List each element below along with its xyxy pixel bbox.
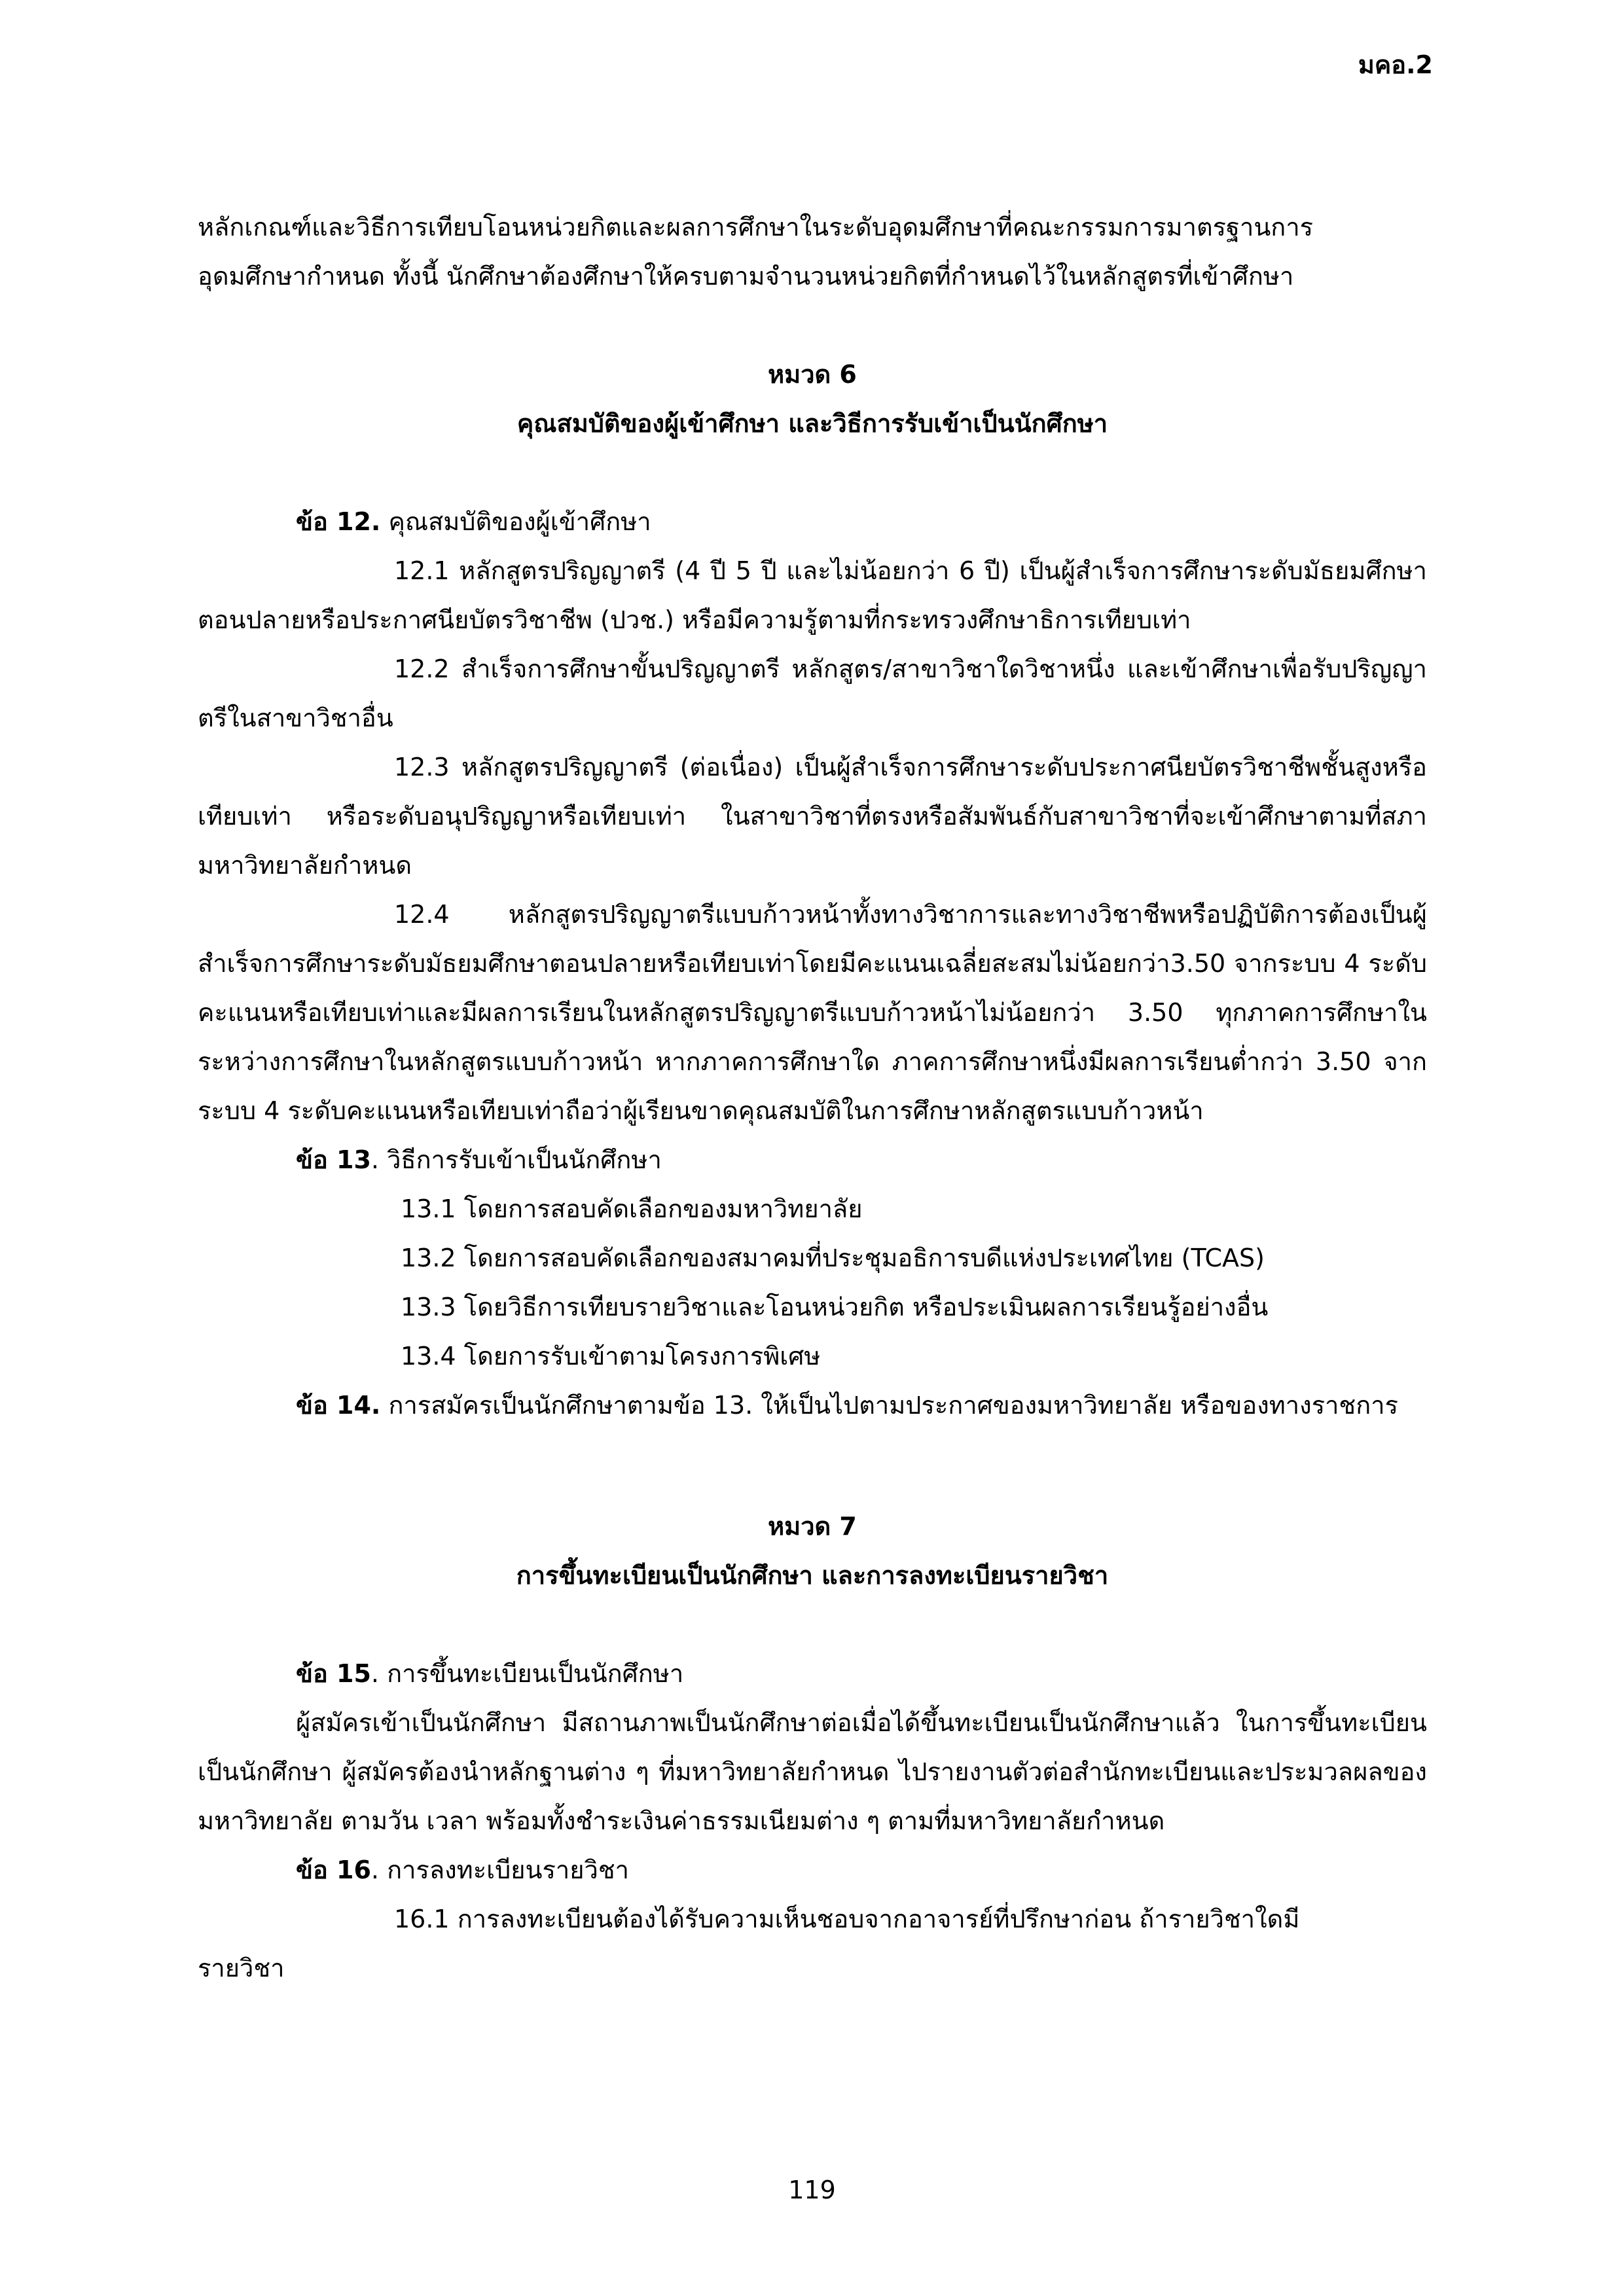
item-13-title: . วิธีการรับเข้าเป็นนักศึกษา [370, 1145, 662, 1174]
item-12-3: 12.3 หลักสูตรปริญญาตรี (ต่อเนื่อง) เป็นผู้สำเร็จการศึกษาระดับประกาศนียบัตรวิชาชีพชั้นสูงหรือเทียบเท่า หรือระดับอนุปริญญาหรือเทียบเท่า ในสาขาวิชาที่ตรงหรือสัมพันธ์กับสาขาวิชาที่จะเข้าศึกษาตามที่สภามหาวิทยาลัยกำหนด [198, 753, 1427, 880]
item-15-title: . การขึ้นทะเบียนเป็นนักศึกษา [370, 1659, 684, 1688]
document-code: มคอ.2 [1358, 50, 1433, 79]
section-7-heading: หมวด 7 [768, 1512, 857, 1541]
item-16-heading [198, 1846, 1427, 1895]
intro-line-1: หลักเกณฑ์และวิธีการเทียบโอนหน่วยกิตและผลการศึกษาในระดับอุดมศึกษาที่คณะกรรมการมาตรฐานการ [198, 213, 1314, 242]
item-13-3: 13.3 โดยวิธีการเทียบรายวิชาและโอนหน่วยกิต หรือประเมินผลการเรียนรู้อย่างอื่น [401, 1293, 1269, 1321]
item-12-1: 12.1 หลักสูตรปริญญาตรี (4 ปี 5 ปี และไม่น้อยกว่า 6 ปี) เป็นผู้สำเร็จการศึกษาระดับมัธยมศึกษาตอนปลายหรือประกาศนียบัตรวิชาชีพ (ปวช.) หรือมีความรู้ตามที่กระทรวงศึกษาธิการเทียบเท่า [198, 556, 1427, 634]
item-12-title: คุณสมบัติของผู้เข้าศึกษา [380, 507, 651, 536]
intro-line-2: อุดมศึกษากำหนด ทั้งนี้ นักศึกษาต้องศึกษาให้ครบตามจำนวนหน่วยกิตที่กำหนดไว้ในหลักสูตรที่เข้าศึกษา [198, 262, 1294, 291]
section-6-title: คุณสมบัติของผู้เข้าศึกษา และวิธีการรับเข้าเป็นนักศึกษา [516, 409, 1108, 438]
item-12-4: 12.4 หลักสูตรปริญญาตรีแบบก้าวหน้าทั้งทางวิชาการและทางวิชาชีพหรือปฏิบัติการต้องเป็นผู้สำเร็จการศึกษาระดับมัธยมศึกษาตอนปลายหรือเทียบเท่าโดยมีคะแนนเฉลี่ยสะสมไม่น้อยกว่า3.50 จากระบบ 4 ระดับคะแนนหรือเทียบเท่าและมีผลการเรียนในหลักสูตรปริญญาตรีแบบก้าวหน้าไม่น้อยกว่า 3.50 ทุกภาคการศึกษาในระหว่างการศึกษาในหลักสูตรแบบก้าวหน้า หากภาคการศึกษาใด ภาคการศึกษาหนึ่งมีผลการเรียนต่ำกว่า 3.50 จากระบบ 4 ระดับคะแนนหรือเทียบเท่าถือว่าผู้เรียนขาดคุณสมบัติในการศึกษาหลักสูตรแบบก้าวหน้า [198, 900, 1427, 1125]
page-number: 119 [788, 2176, 836, 2204]
section-7-title: การขึ้นทะเบียนเป็นนักศึกษา และการลงทะเบียนรายวิชา [516, 1561, 1109, 1590]
document-body [198, 203, 1427, 1993]
item-12-label: ข้อ 12. [296, 507, 381, 536]
item-13-2: 13.2 โดยการสอบคัดเลือกของสมาคมที่ประชุมอธิการบดีแห่งประเทศไทย (TCAS) [401, 1244, 1265, 1272]
item-16-title: . การลงทะเบียนรายวิชา [370, 1856, 629, 1884]
item-14 [198, 1381, 1427, 1430]
item-15-heading [198, 1649, 1427, 1698]
item-16-label: ข้อ 16 [296, 1856, 371, 1884]
section-6-heading: หมวด 6 [768, 360, 857, 389]
item-16-trailing: รายวิชา [198, 1954, 285, 1982]
item-16-1: 16.1 การลงทะเบียนต้องได้รับความเห็นชอบจากอาจารย์ที่ปรึกษาก่อน ถ้ารายวิชาใดมี [394, 1905, 1300, 1933]
item-13-label: ข้อ 13 [296, 1145, 371, 1174]
item-13-4: 13.4 โดยการรับเข้าตามโครงการพิเศษ [401, 1342, 821, 1371]
item-14-label: ข้อ 14. [296, 1391, 381, 1420]
item-14-text: การสมัครเป็นนักศึกษาตามข้อ 13. ให้เป็นไปตามประกาศของมหาวิทยาลัย หรือของทางราชการ [380, 1391, 1398, 1420]
item-15-text: ผู้สมัครเข้าเป็นนักศึกษา มีสถานภาพเป็นนักศึกษาต่อเมื่อได้ขึ้นทะเบียนเป็นนักศึกษาแล้ว ในการขึ้นทะเบียนเป็นนักศึกษา ผู้สมัครต้องนำหลักฐานต่าง ๆ ที่มหาวิทยาลัยกำหนด ไปรายงานตัวต่อสำนักทะเบียนและประมวลผลของมหาวิทยาลัย ตามวัน เวลา พร้อมทั้งชำระเงินค่าธรรมเนียมต่าง ๆ ตามที่มหาวิทยาลัยกำหนด [198, 1708, 1427, 1835]
item-13-1: 13.1 โดยการสอบคัดเลือกของมหาวิทยาลัย [401, 1194, 863, 1223]
item-12-2: 12.2 สำเร็จการศึกษาขั้นปริญญาตรี หลักสูตร/สาขาวิชาใดวิชาหนึ่ง และเข้าศึกษาเพื่อรับปริญญาตรีในสาขาวิชาอื่น [198, 655, 1427, 732]
item-13-heading [198, 1136, 1427, 1185]
item-15-label: ข้อ 15 [296, 1659, 371, 1688]
item-12-heading [198, 497, 1427, 547]
